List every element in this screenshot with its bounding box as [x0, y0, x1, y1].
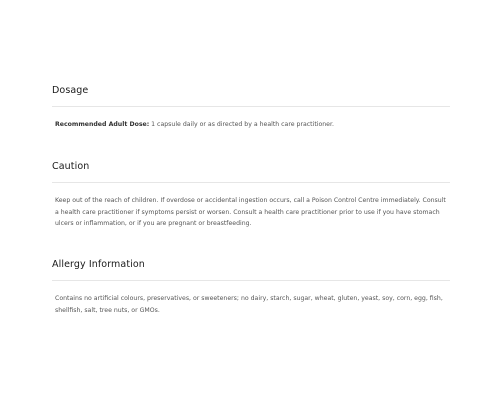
- caution-heading: Caution: [52, 161, 90, 172]
- dosage-heading: Dosage: [52, 85, 89, 96]
- allergy-section: [52, 259, 450, 314]
- dosage-section: [52, 85, 450, 128]
- allergy-divider: [52, 280, 450, 281]
- allergy-text: Contains no artificial colours, preservatives, or sweeteners; no dairy, starch, sugar, wheat, gluten, yeast, soy, corn, egg, fish, shellfish, salt, tree nuts, or GMOs.: [55, 295, 443, 314]
- dosage-value: 1 capsule daily or as directed by a health care practitioner.: [149, 121, 334, 128]
- caution-text: Keep out of the reach of children. If overdose or accidental ingestion occurs, call a Poison Control Centre immediately. Consult a health care practitioner if symptoms persist or worsen. Consult a health care practitioner prior to use if you have stomach ulcers or inflammation, or if you are pregnant or breastfeeding.: [55, 197, 446, 227]
- dosage-label: Recommended Adult Dose:: [55, 121, 150, 128]
- dosage-text: [55, 119, 449, 131]
- dosage-divider: [52, 106, 450, 107]
- caution-divider: [52, 182, 450, 183]
- allergy-heading: Allergy Information: [52, 259, 145, 270]
- caution-section: [52, 161, 450, 227]
